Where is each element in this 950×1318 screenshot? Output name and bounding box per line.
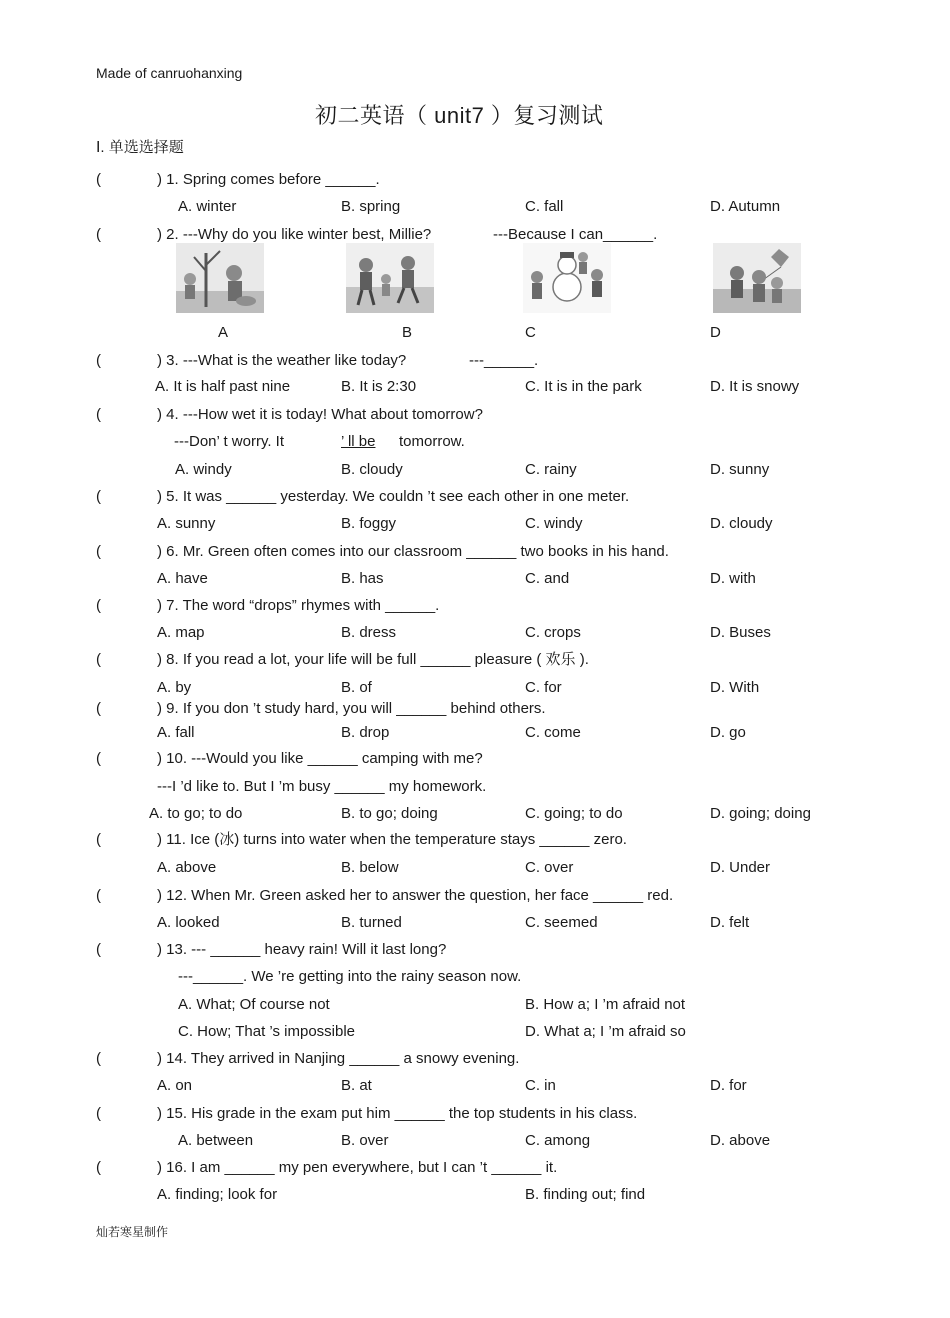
picture-label-d: D <box>710 324 721 341</box>
q15-option-d: D. above <box>710 1132 771 1149</box>
q7-option-d: D. Buses <box>710 624 771 641</box>
question-13-line2: ---______. We ’re getting into the rainy season now. <box>178 968 522 985</box>
q8-option-b: B. of <box>341 679 372 696</box>
q12-option-b: B. turned <box>341 914 402 931</box>
answer-paren: ( <box>96 488 101 505</box>
question-2-text: ) 2. ---Why do you like winter best, Millie? <box>157 226 432 243</box>
tree-planting-illustration-icon <box>176 243 264 313</box>
q4-option-a: A. windy <box>175 461 232 478</box>
answer-paren: ( <box>96 1159 101 1176</box>
question-3-answer-prompt: ---______. <box>469 352 539 369</box>
question-1-text: ) 1. Spring comes before ______. <box>157 171 380 188</box>
q5-option-a: A. sunny <box>157 515 216 532</box>
q8-option-d: D. With <box>710 679 760 696</box>
q6-option-a: A. have <box>157 570 208 587</box>
question-8-text: ) 8. If you read a lot, your life will be full ______ pleasure ( 欢乐 ). <box>157 651 589 668</box>
question-3-text: ) 3. ---What is the weather like today? <box>157 352 407 369</box>
q16-option-a: A. finding; look for <box>157 1186 278 1203</box>
question-4-text: ) 4. ---How wet it is today! What about tomorrow? <box>157 406 483 423</box>
question-5-text: ) 5. It was ______ yesterday. We couldn ’t see each other in one meter. <box>157 488 630 505</box>
q14-option-a: A. on <box>157 1077 193 1094</box>
q3-option-c: C. It is in the park <box>525 378 642 395</box>
q10-option-d: D. going; doing <box>710 805 811 822</box>
q9-option-b: B. drop <box>341 724 390 741</box>
question-7-text: ) 7. The word “drops” rhymes with ______. <box>157 597 440 614</box>
question-14-text: ) 14. They arrived in Nanjing ______ a snowy evening. <box>157 1050 520 1067</box>
question-6-text: ) 6. Mr. Green often comes into our classroom ______ two books in his hand. <box>157 543 669 560</box>
q9-option-a: A. fall <box>157 724 195 741</box>
q8-option-a: A. by <box>157 679 192 696</box>
answer-paren: ( <box>96 597 101 614</box>
q7-option-b: B. dress <box>341 624 397 641</box>
q13-option-b: B. How a; I ’m afraid not <box>525 996 686 1013</box>
question-4-line2-end: tomorrow. <box>399 433 465 450</box>
q9-option-c: C. come <box>525 724 581 741</box>
page-title: 初二英语（ unit7 ）复习测试 <box>315 103 604 128</box>
q10-option-a: A. to go; to do <box>149 805 243 822</box>
q6-option-b: B. has <box>341 570 384 587</box>
question-4-line2-underlined: ’ ll be <box>341 433 376 450</box>
q3-option-a: A. It is half past nine <box>155 378 291 395</box>
question-11-text: ) 11. Ice (冰) turns into water when the temperature stays ______ zero. <box>157 831 627 848</box>
children-walking-illustration-icon <box>346 243 434 313</box>
q3-option-b: B. It is 2:30 <box>341 378 417 395</box>
q8-option-c: C. for <box>525 679 562 696</box>
q12-option-d: D. felt <box>710 914 750 931</box>
section-title: Ⅰ. 单选选择题 <box>96 139 184 156</box>
answer-paren: ( <box>96 352 101 369</box>
q16-option-b: B. finding out; find <box>525 1186 646 1203</box>
answer-paren: ( <box>96 1050 101 1067</box>
q14-option-d: D. for <box>710 1077 747 1094</box>
answer-paren: ( <box>96 750 101 767</box>
q13-option-d: D. What a; I ’m afraid so <box>525 1023 686 1040</box>
question-2-answer-prompt: ---Because I can______. <box>493 226 658 243</box>
q11-option-d: D. Under <box>710 859 771 876</box>
q4-option-c: C. rainy <box>525 461 577 478</box>
q7-option-c: C. crops <box>525 624 581 641</box>
q5-option-c: C. windy <box>525 515 583 532</box>
header-note: Made of canruohanxing <box>96 65 243 81</box>
q13-option-c: C. How; That ’s impossible <box>178 1023 356 1040</box>
question-9-text: ) 9. If you don ’t study hard, you will ______ behind others. <box>157 700 546 717</box>
q14-option-b: B. at <box>341 1077 372 1094</box>
q14-option-c: C. in <box>525 1077 556 1094</box>
q10-option-b: B. to go; doing <box>341 805 438 822</box>
q6-option-d: D. with <box>710 570 756 587</box>
question-10-line2: ---I ’d like to. But I ’m busy ______ my homework. <box>157 778 487 795</box>
answer-paren: ( <box>96 700 101 717</box>
q1-option-c: C. fall <box>525 198 564 215</box>
picture-label-b: B <box>402 324 413 341</box>
picture-label-c: C <box>525 324 536 341</box>
footer-note: 灿若寒星制作 <box>96 1225 169 1239</box>
question-10-text: ) 10. ---Would you like ______ camping with me? <box>157 750 483 767</box>
q15-option-b: B. over <box>341 1132 389 1149</box>
question-16-text: ) 16. I am ______ my pen everywhere, but I can ’t ______ it. <box>157 1159 558 1176</box>
q5-option-b: B. foggy <box>341 515 397 532</box>
question-4-line2-start: ---Don’ t worry. It <box>174 433 285 450</box>
answer-paren: ( <box>96 887 101 904</box>
q10-option-c: C. going; to do <box>525 805 623 822</box>
kite-flying-illustration-icon <box>713 243 801 313</box>
question-12-text: ) 12. When Mr. Green asked her to answer the question, her face ______ red. <box>157 887 674 904</box>
answer-paren: ( <box>96 171 101 188</box>
q15-option-c: C. among <box>525 1132 591 1149</box>
answer-paren: ( <box>96 651 101 668</box>
q12-option-a: A. looked <box>157 914 220 931</box>
answer-paren: ( <box>96 941 101 958</box>
answer-paren: ( <box>96 543 101 560</box>
q11-option-b: B. below <box>341 859 399 876</box>
q11-option-a: A. above <box>157 859 217 876</box>
question-13-text: ) 13. --- ______ heavy rain! Will it last long? <box>157 941 447 958</box>
q13-option-a: A. What; Of course not <box>178 996 330 1013</box>
q11-option-c: C. over <box>525 859 574 876</box>
answer-paren: ( <box>96 831 101 848</box>
q1-option-b: B. spring <box>341 198 401 215</box>
q4-option-d: D. sunny <box>710 461 770 478</box>
picture-label-a: A <box>218 324 229 341</box>
q7-option-a: A. map <box>157 624 205 641</box>
q5-option-d: D. cloudy <box>710 515 773 532</box>
q3-option-d: D. It is snowy <box>710 378 800 395</box>
q6-option-c: C. and <box>525 570 570 587</box>
answer-paren: ( <box>96 1105 101 1122</box>
q1-option-d: D. Autumn <box>710 198 781 215</box>
answer-paren: ( <box>96 406 101 423</box>
answer-paren: ( <box>96 226 101 243</box>
q4-option-b: B. cloudy <box>341 461 403 478</box>
q15-option-a: A. between <box>178 1132 254 1149</box>
question-15-text: ) 15. His grade in the exam put him ______ the top students in his class. <box>157 1105 638 1122</box>
q12-option-c: C. seemed <box>525 914 598 931</box>
snowman-building-illustration-icon <box>523 243 611 313</box>
q9-option-d: D. go <box>710 724 746 741</box>
q1-option-a: A. winter <box>178 198 237 215</box>
